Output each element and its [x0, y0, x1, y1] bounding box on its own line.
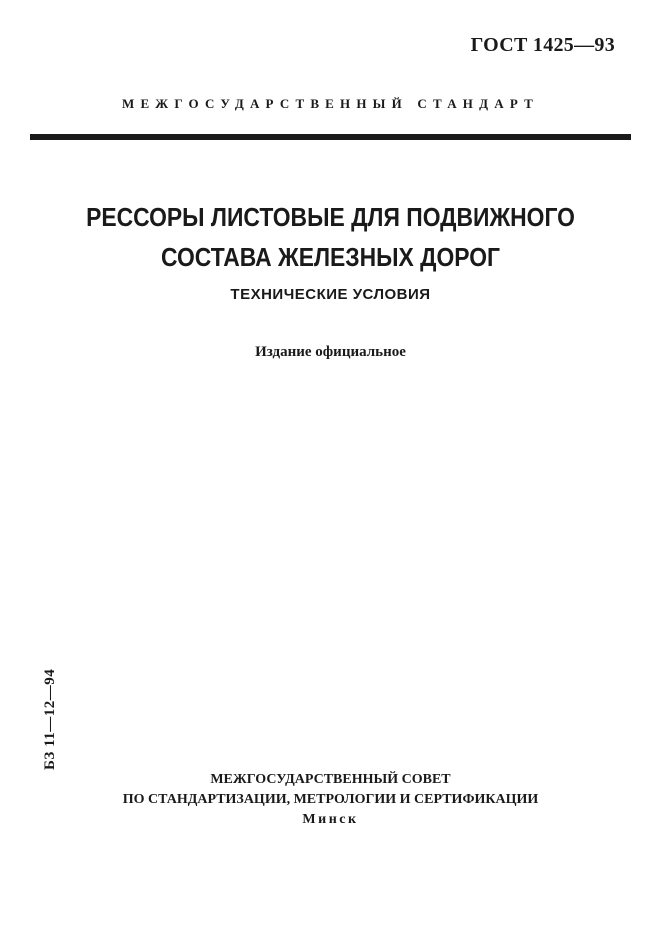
- title-line-1: РЕССОРЫ ЛИСТОВЫЕ ДЛЯ ПОДВИЖНОГО: [86, 202, 575, 232]
- document-title: [40, 197, 622, 277]
- header-rule: [30, 134, 631, 140]
- publisher-line-1: МЕЖГОСУДАРСТВЕННЫЙ СОВЕТ: [210, 772, 451, 787]
- document-subtitle: ТЕХНИЧЕСКИЕ УСЛОВИЯ: [230, 286, 431, 303]
- standard-type-heading: МЕЖГОСУДАРСТВЕННЫЙ СТАНДАРТ: [121, 96, 540, 111]
- title-line-2: СОСТАВА ЖЕЛЕЗНЫХ ДОРОГ: [161, 242, 500, 272]
- publisher-block: [0, 770, 661, 830]
- standard-number: ГОСТ 1425—93: [470, 34, 615, 56]
- publisher-city: Минск: [302, 812, 359, 827]
- publisher-line-2: ПО СТАНДАРТИЗАЦИИ, МЕТРОЛОГИИ И СЕРТИФИКАЦИИ: [122, 792, 539, 807]
- edition-label: Издание официальное: [255, 344, 406, 360]
- margin-note: БЗ 11—12—94: [42, 668, 58, 770]
